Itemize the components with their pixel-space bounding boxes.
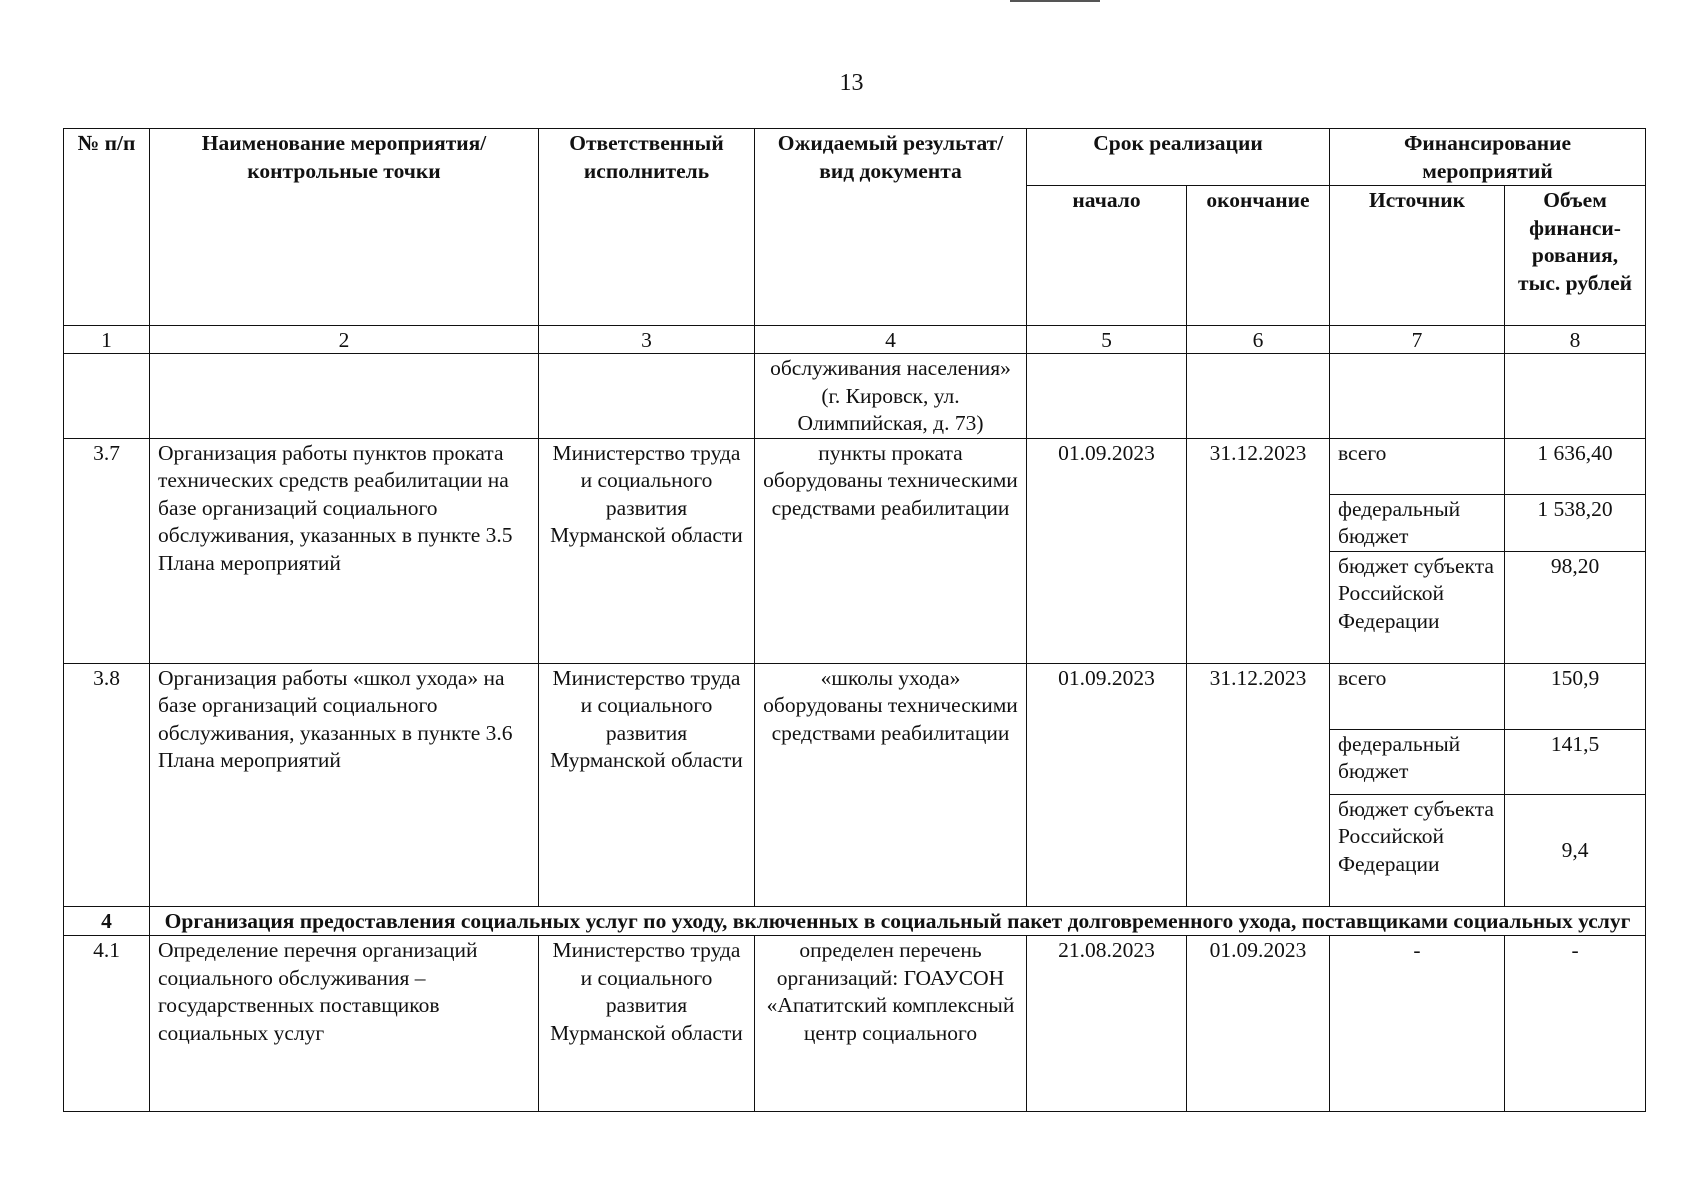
row-result: пункты проката оборудованы техническими средствами реабилитации — [755, 438, 1027, 663]
funding-volume: - — [1505, 936, 1646, 1112]
funding-source: - — [1330, 936, 1505, 1112]
row-executor: Министерство труда и социального развития Мурманской области — [539, 936, 755, 1112]
header-result: Ожидаемый результат/вид документа — [755, 129, 1027, 326]
section-number: 4 — [64, 906, 150, 936]
row-number: 3.8 — [64, 663, 150, 906]
funding-source: всего — [1330, 438, 1505, 494]
funding-volume: 1 538,20 — [1505, 494, 1646, 551]
header-source: Источник — [1330, 186, 1505, 326]
col-number: 7 — [1330, 326, 1505, 354]
col-number: 5 — [1027, 326, 1187, 354]
row-start: 21.08.2023 — [1027, 936, 1187, 1112]
action-plan-table — [63, 128, 1646, 1112]
row-start: 01.09.2023 — [1027, 663, 1187, 906]
header-volume: Объем финанси-рования, тыс. рублей — [1505, 186, 1646, 326]
col-number: 6 — [1187, 326, 1330, 354]
row-name: Определение перечня организаций социального обслуживания – государственных поставщиков социальных услуг — [150, 936, 539, 1112]
funding-source: бюджет субъекта Российской Федерации — [1330, 794, 1505, 906]
row-end: 31.12.2023 — [1187, 663, 1330, 906]
funding-volume: 1 636,40 — [1505, 438, 1646, 494]
header-end: окончание — [1187, 186, 1330, 326]
row-executor: Министерство труда и социального развития Мурманской области — [539, 663, 755, 906]
column-numbers-row — [64, 326, 1646, 354]
continuation-row — [64, 354, 1646, 439]
funding-volume: 9,4 — [1505, 794, 1646, 906]
header-name: Наименование мероприятия/ контрольные точки — [150, 129, 539, 326]
page-number: 13 — [839, 70, 864, 96]
row-executor: Министерство труда и социального развития Мурманской области — [539, 438, 755, 663]
row-number: 3.7 — [64, 438, 150, 663]
row-end: 01.09.2023 — [1187, 936, 1330, 1112]
row-number: 4.1 — [64, 936, 150, 1112]
header-period: Срок реализации — [1027, 129, 1330, 186]
funding-source: всего — [1330, 663, 1505, 729]
funding-volume: 150,9 — [1505, 663, 1646, 729]
col-number: 3 — [539, 326, 755, 354]
table-row — [64, 438, 1646, 494]
funding-volume: 141,5 — [1505, 729, 1646, 794]
row-start: 01.09.2023 — [1027, 438, 1187, 663]
col-number: 8 — [1505, 326, 1646, 354]
continuation-result: обслуживания населения» (г. Кировск, ул. Олимпийская, д. 73) — [755, 354, 1027, 439]
funding-source: бюджет субъекта Российской Федерации — [1330, 551, 1505, 663]
top-edge-mark — [1010, 0, 1100, 2]
table-row — [64, 936, 1646, 1112]
col-number: 1 — [64, 326, 150, 354]
header-financing: Финансирование мероприятий — [1330, 129, 1646, 186]
funding-source: федеральный бюджет — [1330, 729, 1505, 794]
row-end: 31.12.2023 — [1187, 438, 1330, 663]
col-number: 2 — [150, 326, 539, 354]
row-result: «школы ухода» оборудованы техническими средствами реабилитации — [755, 663, 1027, 906]
row-name: Организация работы «школ ухода» на базе организаций социального обслуживания, указанных в пункте 3.6 Плана мероприятий — [150, 663, 539, 906]
header-start: начало — [1027, 186, 1187, 326]
row-name: Организация работы пунктов проката технических средств реабилитации на базе организаций социального обслуживания, указанных в пункте 3.5 Плана мероприятий — [150, 438, 539, 663]
col-number: 4 — [755, 326, 1027, 354]
header-row-1 — [64, 129, 1646, 186]
section-title: Организация предоставления социальных услуг по уходу, включенных в социальный пакет долговременного ухода, поставщиками социальных услуг — [150, 906, 1646, 936]
funding-volume: 98,20 — [1505, 551, 1646, 663]
section-row — [64, 906, 1646, 936]
row-result: определен перечень организаций: ГОАУСОН «Апатитский комплексный центр социального — [755, 936, 1027, 1112]
header-executor: Ответственный исполнитель — [539, 129, 755, 326]
header-number: № п/п — [64, 129, 150, 326]
funding-source: федеральный бюджет — [1330, 494, 1505, 551]
table-row — [64, 663, 1646, 729]
